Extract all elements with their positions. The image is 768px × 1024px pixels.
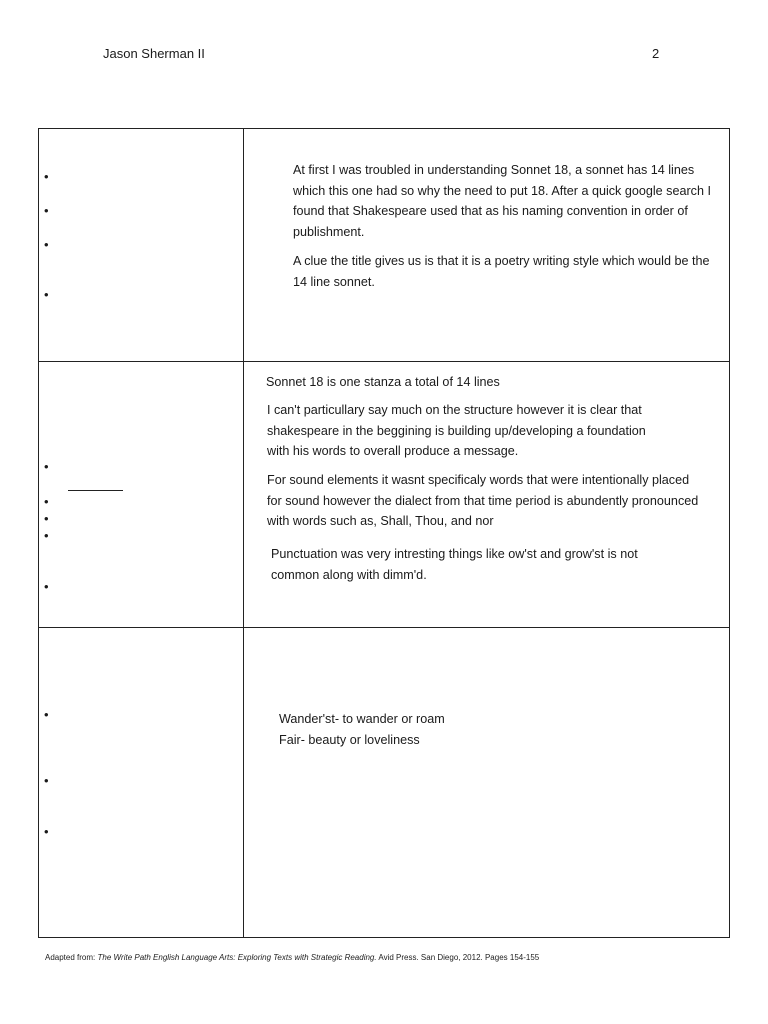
row1-bullet-3: • (44, 237, 49, 252)
citation-title: The Write Path English Language Arts: Exploring Texts with Strategic Reading. (97, 953, 377, 962)
row2-paragraph-1: Sonnet 18 is one stanza a total of 14 lines (266, 375, 500, 389)
row3-bullet-3: • (44, 824, 49, 839)
row3-definition-1: Wander'st- to wander or roam (279, 712, 445, 726)
row2-bullet-5: • (44, 579, 49, 594)
row-divider-1 (38, 361, 730, 362)
row2-bullet-3: • (44, 511, 49, 526)
row2-paragraph-4: Punctuation was very intresting things like ow'st and grow'st is not common along with dimm'd. (271, 547, 638, 582)
row2-bullet-2: • (44, 494, 49, 509)
row2-bullet-4: • (44, 528, 49, 543)
row2-bullet-1: • (44, 459, 49, 474)
row3-definition-2: Fair- beauty or loveliness (279, 733, 420, 747)
row1-bullet-1: • (44, 169, 49, 184)
row3-bullet-1: • (44, 707, 49, 722)
author-name: Jason Sherman II (103, 46, 205, 61)
column-divider (243, 128, 244, 938)
row1-bullet-2: • (44, 203, 49, 218)
citation-prefix: Adapted from: (45, 953, 98, 962)
notes-table (38, 128, 730, 938)
row-divider-2 (38, 627, 730, 628)
row3-bullet-2: • (44, 773, 49, 788)
row2-paragraph-3: For sound elements it wasnt specificaly words that were intentionally placed for sound however the dialect from that time period is abundently pronounced with words such as, Shall, Thou, and nor (267, 473, 699, 528)
blank-underline (68, 490, 123, 491)
citation-suffix: Avid Press. San Diego, 2012. Pages 154-155 (376, 953, 540, 962)
row2-paragraph-2: I can't particullary say much on the structure however it is clear that shakespeare in the beggining is building up/developing a foundation with his words to overall produce a message. (267, 403, 646, 458)
row1-paragraph-2: A clue the title gives us is that it is a poetry writing style which would be the 14 line sonnet. (293, 254, 710, 289)
page-number: 2 (652, 46, 660, 61)
row1-paragraph-1: At first I was troubled in understanding Sonnet 18, a sonnet has 14 lines which this one had so why the need to put 18. After a quick google search I found that Shakespeare used that as his naming convention in order of publishment. (293, 163, 711, 239)
citation-footer (45, 953, 539, 962)
row1-bullet-4: • (44, 287, 49, 302)
